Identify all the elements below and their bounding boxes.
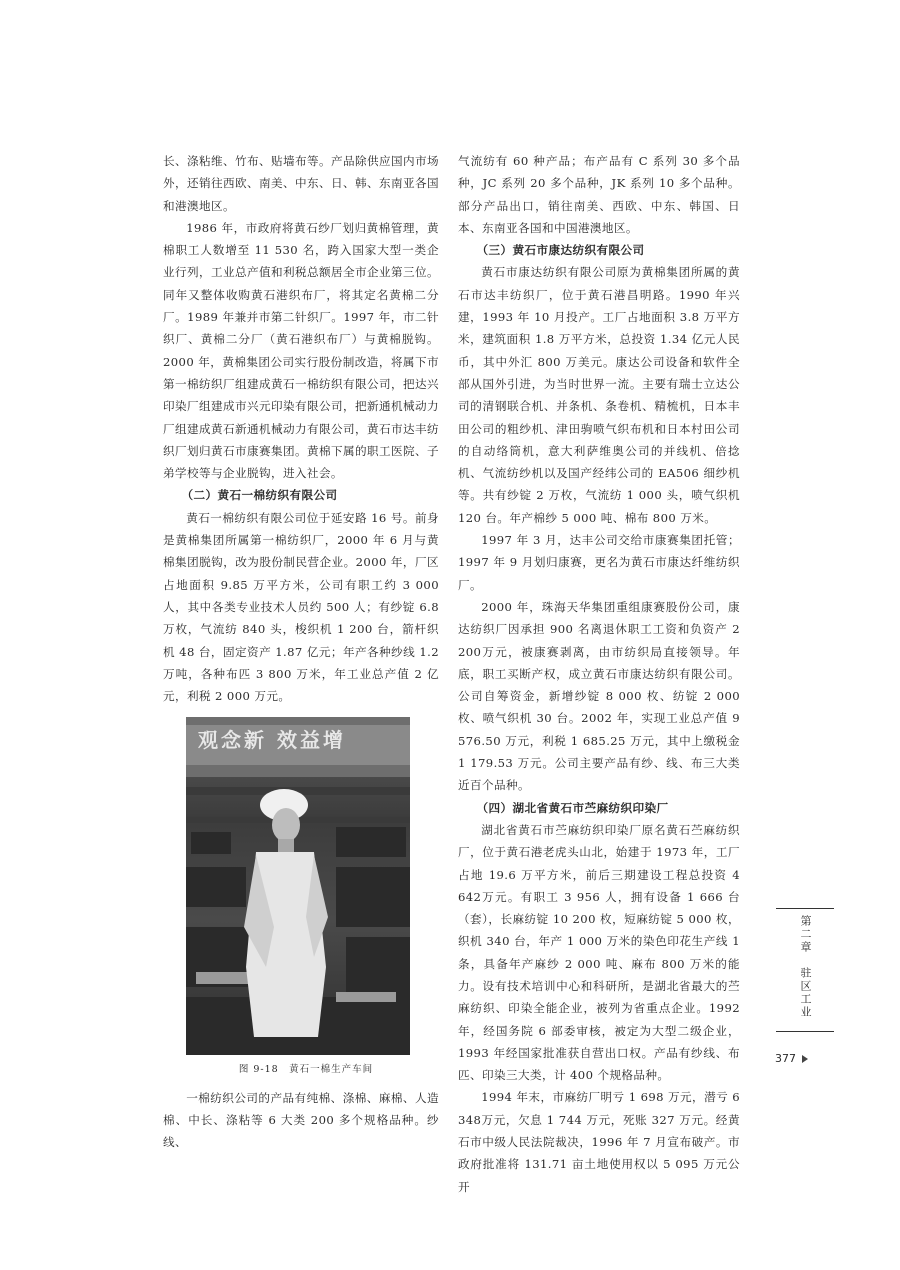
paragraph: 黄石一棉纺织有限公司位于延安路 16 号。前身是黄棉集团所属第一棉纺织厂，2000 年 6 月与黄棉集团脱钩，改为股份制民营企业。2000 年，厂区占地面积 9.85 万平方米，公司有职工约 3 000 人，其中各类专业技术人员约 500 人；有纱锭 6.8 万枚，气流纺 840 头，梭织机 1 200 台，箭杆织机 48 台，固定资产 1.87 亿元；年产各种纱线 1.2 万吨，各种布匹 3 800 万米，年工业总产值 2 亿元，利税 2 000 万元。	[163, 510, 439, 704]
workshop-photo	[186, 717, 410, 1055]
paragraph: 气流纺有 60 种产品；布产品有 C 系列 30 多个品种，JC 系列 20 多个品种，JK 系列 10 多个品种。部分产品出口，销往南美、西欧、中东、韩国、日本、东南亚各国和中国港澳地区。	[458, 154, 740, 235]
paragraph: 湖北省黄石市苎麻纺织印染厂原名黄石苎麻纺织厂，位于黄石港老虎头山北，始建于 1973 年，工厂占地 19.6 万平方米，前后三期建设工程总投资 4 642万元。有职工 3 956 人，拥有设备 1 666 台（套），长麻纺锭 10 200 枚，短麻纺锭 5 000 枚，织机 340 台，年产 1 000 万米的染色印花生产线 1 条，具备年产麻纱 2 000 吨、麻布 800 万米的能力。设有技术培训中心和科研所，是湖北省最大的苎麻纺织、印染全能企业，被列为省重点企业。1992 年，经国务院 6 部委审核，被定为大型二级企业，1993 年经国家批准获自营出口权。产品有纱线、布匹、印染三大类，计 400 个规格品种。	[458, 822, 740, 1083]
paragraph: 一棉纺织公司的产品有纯棉、涤棉、麻棉、人造棉、中长、涤粘等 6 大类 200 多个规格品种。纱线、	[163, 1090, 439, 1150]
left-column	[163, 150, 439, 1154]
paragraph: 1986 年，市政府将黄石纱厂划归黄棉管理，黄棉职工人数增至 11 530 名，跨入国家大型一类企业行列，工业总产值和利税总额居全市企业第三位。同年又整体收购黄石港织布厂，将其定名黄棉二分厂。1989 年兼并市第二针织厂。1997 年，市二针织厂、黄棉二分厂（黄石港织布厂）与黄棉脱钩。2000 年，黄棉集团公司实行股份制改造，将属下市第一棉纺织厂组建成黄石一棉纺织有限公司，把达兴印染厂组建成市兴元印染有限公司，把新通机械动力厂组建成黄石新通机械动力有限公司，黄石市达丰纺织厂划归黄石市康赛集团。黄棉下属的职工医院、子弟学校等与企业脱钩，进入社会。	[163, 220, 439, 481]
section-heading: （四）湖北省黄石市苎麻纺织印染厂	[476, 800, 669, 815]
chapter-sidebar	[776, 908, 834, 1032]
paragraph: 1994 年末，市麻纺厂明亏 1 698 万元，潜亏 6 348万元，欠息 1 744 万元，死账 327 万元。经黄石市中级人民法院裁决，1996 年 7 月宣布破产。市政府批准将 131.71 亩土地使用权以 5 095 万元公开	[458, 1090, 740, 1194]
triangle-right-icon	[802, 1055, 808, 1063]
right-column	[458, 150, 740, 1198]
page-number-text: 377	[775, 1052, 796, 1065]
paragraph: 长、涤粘维、竹布、贴墙布等。产品除供应国内市场外，还销往西欧、南美、中东、日、韩、东南亚各国和港澳地区。	[163, 154, 439, 213]
divider	[776, 908, 834, 909]
paragraph: 黄石市康达纺织有限公司原为黄棉集团所属的黄石市达丰纺织厂，位于黄石港昌明路。1990 年兴建，1993 年 10 月投产。工厂占地面积 3.8 万平方米，建筑面积 1.8 万平方米，总投资 1.34 亿元人民币，其中外汇 800 万美元。康达公司设备和软件全部从国外引进，为当时世界一流。主要有瑞士立达公司的清钢联合机、并条机、条卷机、精梳机，日本丰田公司的粗纱机、津田驹喷气织布机和日本村田公司的自动络筒机，意大利萨维奥公司的并线机、倍捻机、气流纺纱机以及国产经纬公司的 EA506 细纱机等。共有纱锭 2 万枚，气流纺 1 000 头，喷气织机 120 台。年产棉纱 5 000 吨、棉布 800 万米。	[458, 265, 740, 525]
page-number	[775, 1052, 808, 1065]
paragraph: 1997 年 3 月，达丰公司交给市康赛集团托管；1997 年 9 月划归康赛，更名为黄石市康达纤维纺织厂。	[458, 533, 740, 592]
chapter-label: 第二章 驻区工业	[799, 915, 812, 1019]
photo-banner: 观念新 效益增	[198, 728, 346, 753]
section-heading: （三）黄石市康达纺织有限公司	[476, 243, 645, 258]
paragraph: 2000 年，珠海天华集团重组康赛股份公司，康达纺织厂因承担 900 名离退休职工工资和负资产 2 200万元，被康赛剥离，由市纺织局直接领导。年底，职工买断产权，成立黄石市康达纺织有限公司。公司自筹资金，新增纱锭 8 000 枚、纺锭 2 000 枚、喷气织机 30 台。2002 年，实现工业总产值 9 576.50 万元，利税 1 685.25 万元，其中上缴税金 1 179.53 万元。公司主要产品有纱、线、布三大类近百个品种。	[458, 599, 740, 793]
divider	[776, 1031, 834, 1032]
photo-caption: 图 9-18 黄石一棉生产车间	[238, 1064, 374, 1076]
section-heading: （二）黄石一棉纺织有限公司	[181, 488, 338, 503]
